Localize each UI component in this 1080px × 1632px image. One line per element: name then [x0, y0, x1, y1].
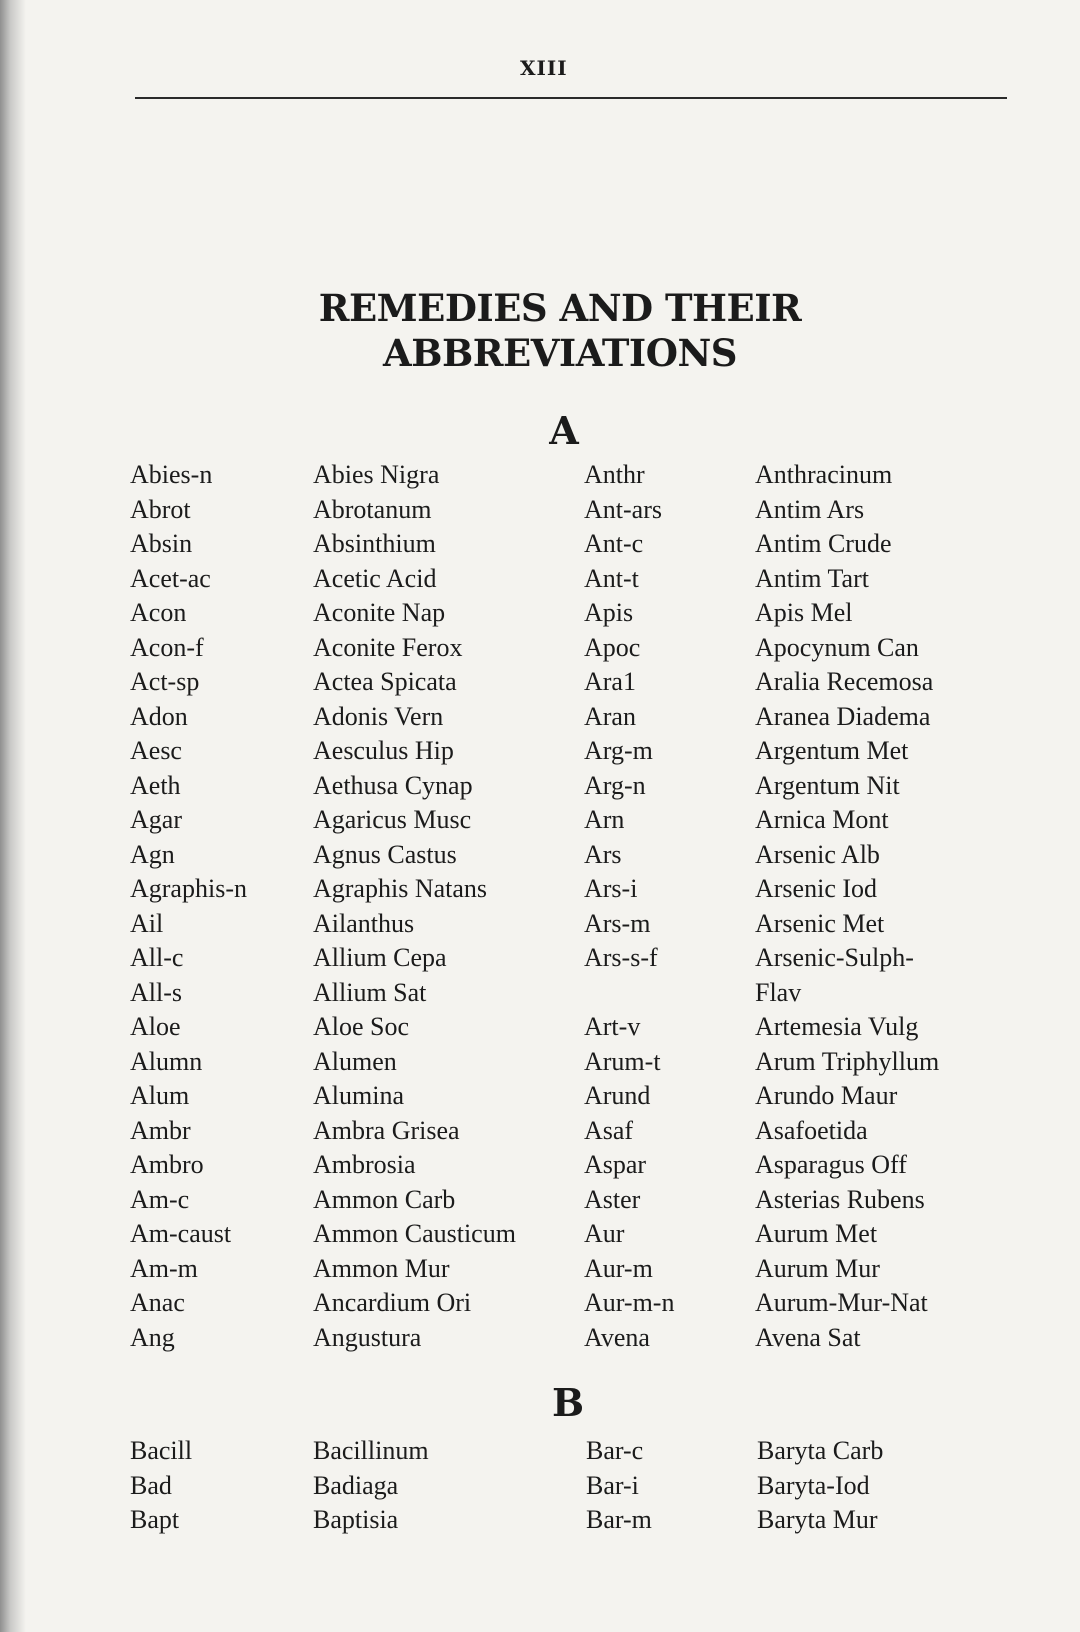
remedy-abbreviation: Aesc [130, 736, 182, 765]
section-b-left-remedy-names [313, 1434, 429, 1538]
remedy-abbreviation: Act-sp [130, 667, 200, 696]
remedy-abbreviation: Acon [130, 598, 187, 627]
remedy-abbreviation: Acon-f [130, 632, 204, 662]
remedy-abbreviation: Ars [584, 839, 622, 869]
section-b-right-abbreviations [586, 1434, 652, 1538]
remedy-abbreviation: Am-c [130, 1184, 190, 1214]
section-letter-b: B [551, 1380, 585, 1425]
remedy-abbreviation: Ant-c [584, 529, 644, 558]
remedy-name: Ambrosia [313, 1150, 416, 1179]
remedy-abbreviation: Aloe [130, 1012, 181, 1041]
remedy-abbreviation: Bad [130, 1470, 172, 1500]
remedy-abbreviation: Arund [584, 1081, 651, 1110]
remedy-name: Apocynum Can [755, 632, 919, 662]
remedy-name: Arsenic Alb [755, 839, 880, 869]
section-b-right-remedy-names [757, 1434, 883, 1538]
remedy-abbreviation: Ambro [130, 1150, 204, 1179]
remedy-name: Ambra Grisea [313, 1115, 460, 1145]
remedy-abbreviation: Avena [584, 1322, 650, 1352]
remedy-abbreviation: Art-v [584, 1012, 641, 1041]
remedy-name: Adonis Vern [313, 701, 444, 731]
remedy-name: Artemesia Vulg [755, 1012, 919, 1041]
section-letter-a: A [549, 408, 579, 453]
remedy-abbreviation: Ant-ars [584, 494, 662, 524]
remedy-abbreviation: Aur-m-n [584, 1288, 675, 1317]
remedy-name: Ammon Carb [313, 1184, 456, 1214]
remedy-abbreviation: Agar [130, 805, 182, 834]
page-number: XIII [520, 56, 568, 80]
remedy-abbreviation: Ars-i [584, 874, 638, 903]
remedy-abbreviation: Apoc [584, 632, 641, 662]
remedy-abbreviation: Aeth [130, 770, 181, 800]
remedy-abbreviation: Arum-t [584, 1046, 661, 1076]
remedy-name: Allium Cepa [313, 943, 447, 972]
section-b-left-abbreviations [130, 1434, 192, 1538]
remedy-abbreviation: Anthr [584, 460, 645, 489]
remedy-name: Asafoetida [755, 1115, 868, 1145]
remedy-abbreviation: Ang [130, 1322, 175, 1352]
remedy-name: Abies Nigra [313, 460, 440, 489]
remedy-abbreviation: Absin [130, 529, 193, 558]
title-line-2: ABBREVIATIONS [382, 331, 737, 375]
remedy-name: Baptisia [313, 1505, 399, 1534]
remedy-abbreviation: Bar-c [586, 1436, 644, 1465]
remedy-name: Aloe Soc [313, 1012, 410, 1041]
remedy-name: Absinthium [313, 529, 436, 558]
remedy-name: Badiaga [313, 1470, 399, 1500]
remedy-name: Antim Crude [755, 529, 892, 558]
remedy-abbreviation: Alumn [130, 1046, 203, 1076]
remedy-name: Baryta Mur [757, 1505, 878, 1534]
remedy-abbreviation: Ant-t [584, 563, 639, 593]
remedy-name: Antim Ars [755, 494, 865, 524]
remedy-name: Arnica Mont [755, 805, 889, 834]
remedy-abbreviation: Am-m [130, 1253, 198, 1283]
remedy-abbreviation: Am-caust [130, 1219, 232, 1248]
remedy-name: Aethusa Cynap [313, 770, 473, 800]
remedy-name: Asterias Rubens [755, 1184, 925, 1214]
remedy-name: Alumina [313, 1081, 404, 1110]
section-a-left-abbreviations [130, 458, 247, 1355]
page-title [180, 286, 940, 376]
remedy-abbreviation: Adon [130, 701, 188, 731]
remedy-name: Argentum Met [755, 736, 909, 765]
remedy-name: Alumen [313, 1046, 397, 1076]
remedy-name: Aconite Ferox [313, 632, 463, 662]
remedy-abbreviation: Bar-m [586, 1505, 652, 1534]
remedy-abbreviation: Alum [130, 1081, 190, 1110]
remedy-name: Arundo Maur [755, 1081, 898, 1110]
remedy-abbreviation: Aur [584, 1219, 625, 1248]
remedy-abbreviation: Ars-m [584, 908, 651, 938]
remedy-abbreviation: Asaf [584, 1115, 634, 1145]
remedy-name: Agraphis Natans [313, 874, 488, 903]
remedy-name: Baryta-Iod [757, 1470, 870, 1500]
remedy-abbreviation: Arg-m [584, 736, 653, 765]
remedy-abbreviation: Bapt [130, 1505, 180, 1534]
header-rule [135, 97, 1007, 99]
remedy-abbreviation: Aran [584, 701, 636, 731]
remedy-name: Asparagus Off [755, 1150, 907, 1179]
remedy-name: Abrotanum [313, 494, 432, 524]
remedy-name: Arsenic-Sulph- [755, 943, 914, 972]
remedy-name: Flav [755, 977, 802, 1007]
remedy-abbreviation: Agraphis-n [130, 874, 247, 903]
remedy-name: Actea Spicata [313, 667, 457, 696]
remedy-abbreviation: Arg-n [584, 770, 646, 800]
remedy-abbreviation: Acet-ac [130, 563, 211, 593]
remedy-name: Bacillinum [313, 1436, 429, 1465]
remedy-name: Arsenic Iod [755, 874, 878, 903]
remedy-name: Antim Tart [755, 563, 869, 593]
remedy-name: Ancardium Ori [313, 1288, 472, 1317]
remedy-name: Arsenic Met [755, 908, 885, 938]
section-a-right-abbreviations [584, 458, 674, 1355]
remedy-name: Arum Triphyllum [755, 1046, 940, 1076]
title-line-1: REMEDIES AND THEIR [318, 286, 802, 330]
remedy-abbreviation: Ara1 [584, 667, 636, 696]
remedy-name: Argentum Nit [755, 770, 900, 800]
remedy-name: Aurum Mur [755, 1253, 880, 1283]
remedy-name: Agaricus Musc [313, 805, 472, 834]
remedy-name: Aranea Diadema [755, 701, 931, 731]
remedy-abbreviation: Ars-s-f [584, 943, 658, 972]
remedy-name: Angustura [313, 1322, 422, 1352]
remedy-name: Agnus Castus [313, 839, 457, 869]
remedy-abbreviation: Agn [130, 839, 175, 869]
remedy-name: Baryta Carb [757, 1436, 884, 1465]
remedy-name: Ammon Causticum [313, 1219, 516, 1248]
remedy-abbreviation: Abrot [130, 494, 191, 524]
remedy-name: Aconite Nap [313, 598, 446, 627]
remedy-abbreviation [584, 976, 674, 1011]
remedy-abbreviation: Anac [130, 1288, 185, 1317]
page-binding-shadow [0, 0, 26, 1632]
section-a-left-remedy-names [313, 458, 516, 1355]
remedy-name: Aurum-Mur-Nat [755, 1288, 928, 1317]
section-a-right-remedy-names [755, 458, 939, 1355]
remedy-name: Avena Sat [755, 1322, 861, 1352]
remedy-abbreviation: Abies-n [130, 460, 213, 489]
remedy-abbreviation: Apis [584, 598, 634, 627]
remedy-name: Aesculus Hip [313, 736, 454, 765]
remedy-abbreviation: Bacill [130, 1436, 193, 1465]
remedy-abbreviation: Ambr [130, 1115, 191, 1145]
remedy-name: Aurum Met [755, 1219, 878, 1248]
remedy-name: Ammon Mur [313, 1253, 450, 1283]
remedy-abbreviation: All-c [130, 943, 184, 972]
remedy-abbreviation: Bar-i [586, 1470, 639, 1500]
remedy-name: Allium Sat [313, 977, 427, 1007]
remedy-abbreviation: Aur-m [584, 1253, 653, 1283]
remedy-name: Aralia Recemosa [755, 667, 934, 696]
remedy-name: Anthracinum [755, 460, 893, 489]
remedy-name: Ailanthus [313, 908, 415, 938]
remedy-abbreviation: Aspar [584, 1150, 647, 1179]
remedy-name: Apis Mel [755, 598, 853, 627]
remedy-abbreviation: All-s [130, 977, 182, 1007]
remedy-abbreviation: Arn [584, 805, 625, 834]
remedy-name: Acetic Acid [313, 563, 437, 593]
remedy-abbreviation: Ail [130, 908, 164, 938]
remedy-abbreviation: Aster [584, 1184, 641, 1214]
